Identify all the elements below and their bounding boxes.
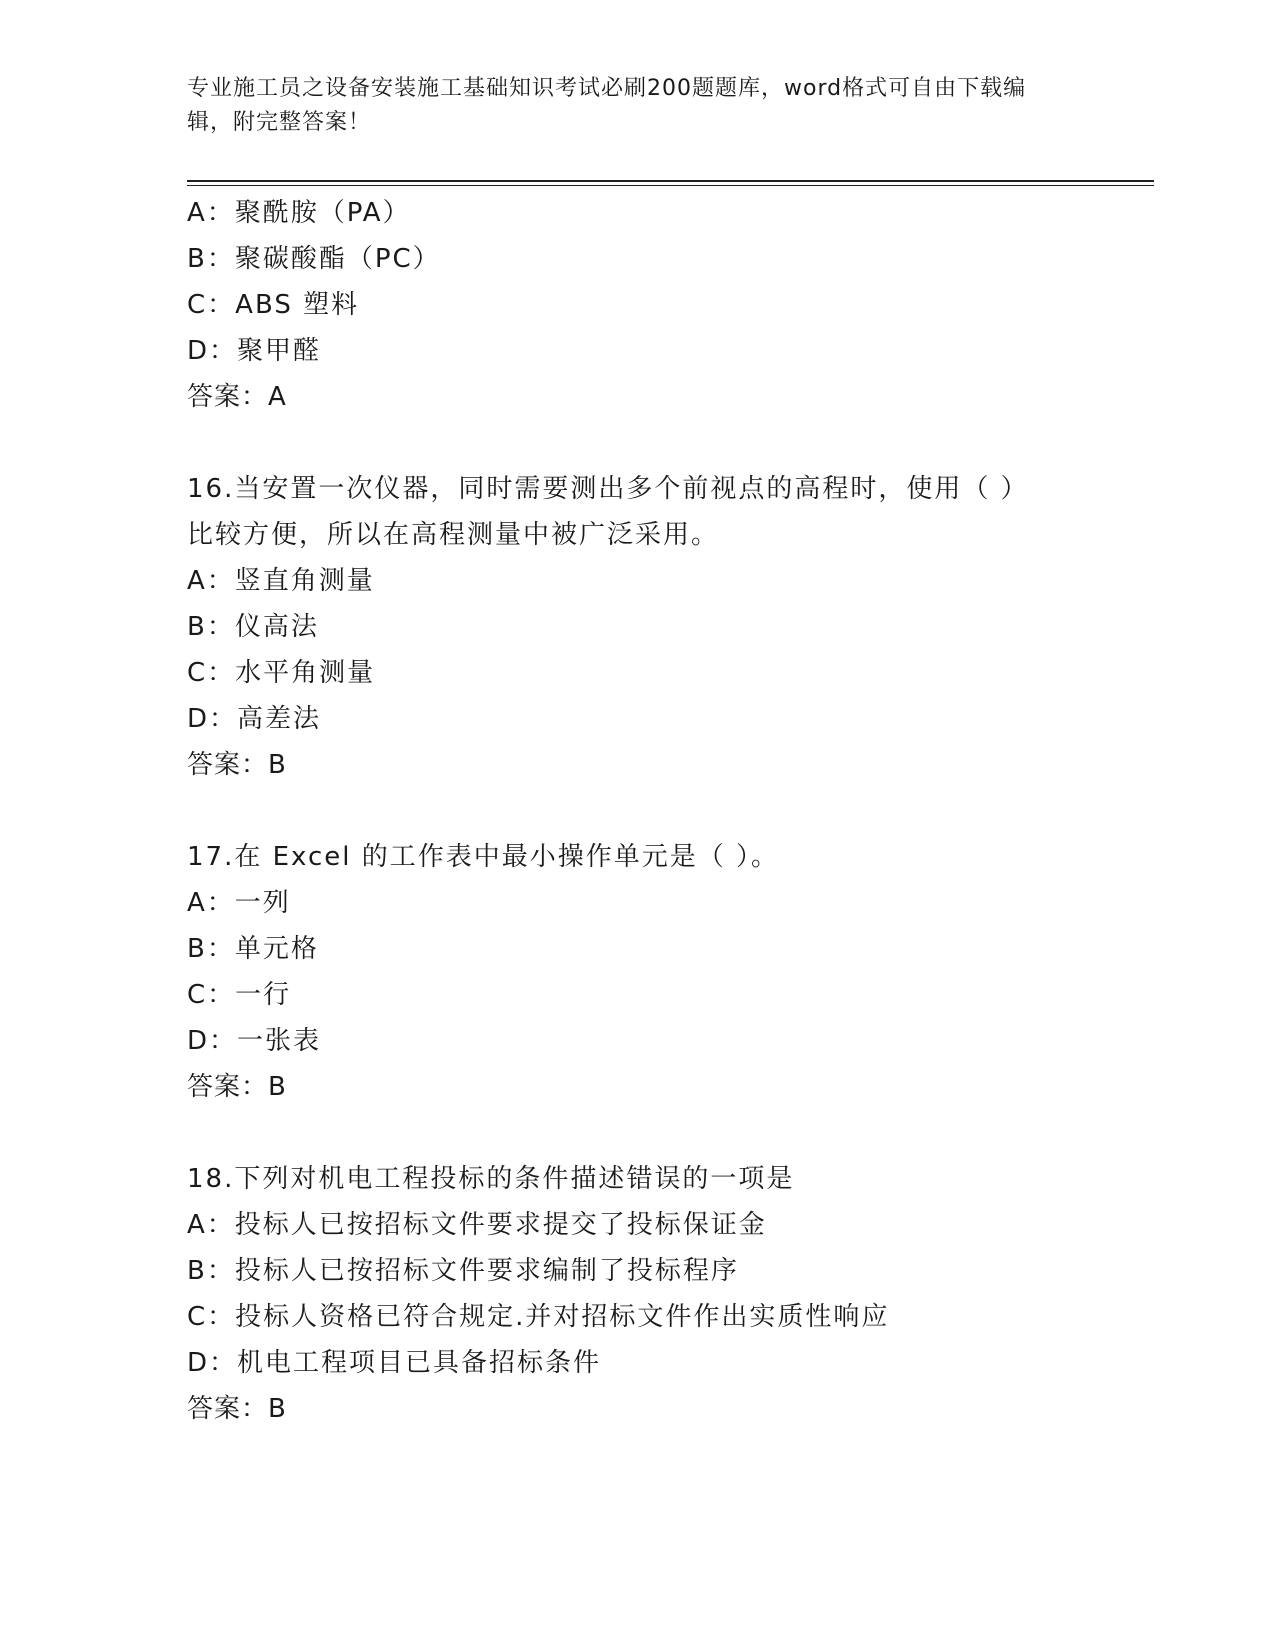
option-d: D：聚甲醛 (187, 336, 322, 366)
question-stem: 16.当安置一次仪器，同时需要测出多个前视点的高程时，使用（ ）比较方便，所以在高程测量中被广泛采用。 (187, 474, 1016, 550)
question-stem: 17.在 Excel 的工作表中最小操作单元是（ ）。 (187, 842, 780, 872)
answer-line: 答案：B (187, 750, 287, 780)
option-b: B：聚碳酸酯（PC） (187, 244, 441, 274)
question-spacer (187, 420, 1154, 466)
answer-line: 答案：B (187, 1394, 287, 1424)
option-b: B：单元格 (187, 934, 319, 964)
question-spacer (187, 1110, 1154, 1156)
option-d: D：高差法 (187, 704, 322, 734)
option-c: C：投标人资格已符合规定.并对招标文件作出实质性响应 (187, 1302, 890, 1332)
option-a: A：一列 (187, 888, 291, 918)
option-b: B：仪高法 (187, 612, 319, 642)
question-list (187, 190, 1154, 1432)
option-d: D：机电工程项目已具备招标条件 (187, 1348, 602, 1378)
option-c: C：水平角测量 (187, 658, 376, 688)
question-block-18 (187, 1156, 1154, 1432)
option-c: C：一行 (187, 980, 292, 1010)
option-b: B：投标人已按招标文件要求编制了投标程序 (187, 1256, 739, 1286)
question-block-16 (187, 466, 1154, 788)
question-stem: 18.下列对机电工程投标的条件描述错误的一项是 (187, 1164, 795, 1194)
question-spacer (187, 788, 1154, 834)
header-divider-thin (187, 185, 1154, 186)
option-a: A：竖直角测量 (187, 566, 375, 596)
header-divider-thick (187, 180, 1154, 182)
option-a: A：投标人已按招标文件要求提交了投标保证金 (187, 1210, 767, 1240)
answer-line: 答案：B (187, 1072, 287, 1102)
answer-line: 答案：A (187, 382, 287, 412)
question-block-15 (187, 190, 1154, 420)
option-d: D：一张表 (187, 1026, 322, 1056)
question-block-17 (187, 834, 1154, 1110)
option-a: A：聚酰胺（PA） (187, 198, 411, 228)
header-title: 专业施工员之设备安装施工基础知识考试必刷200题题库，word格式可自由下载编辑，附完整答案！ (187, 76, 1027, 135)
document-header (187, 72, 1067, 140)
option-c: C：ABS 塑料 (187, 290, 360, 320)
